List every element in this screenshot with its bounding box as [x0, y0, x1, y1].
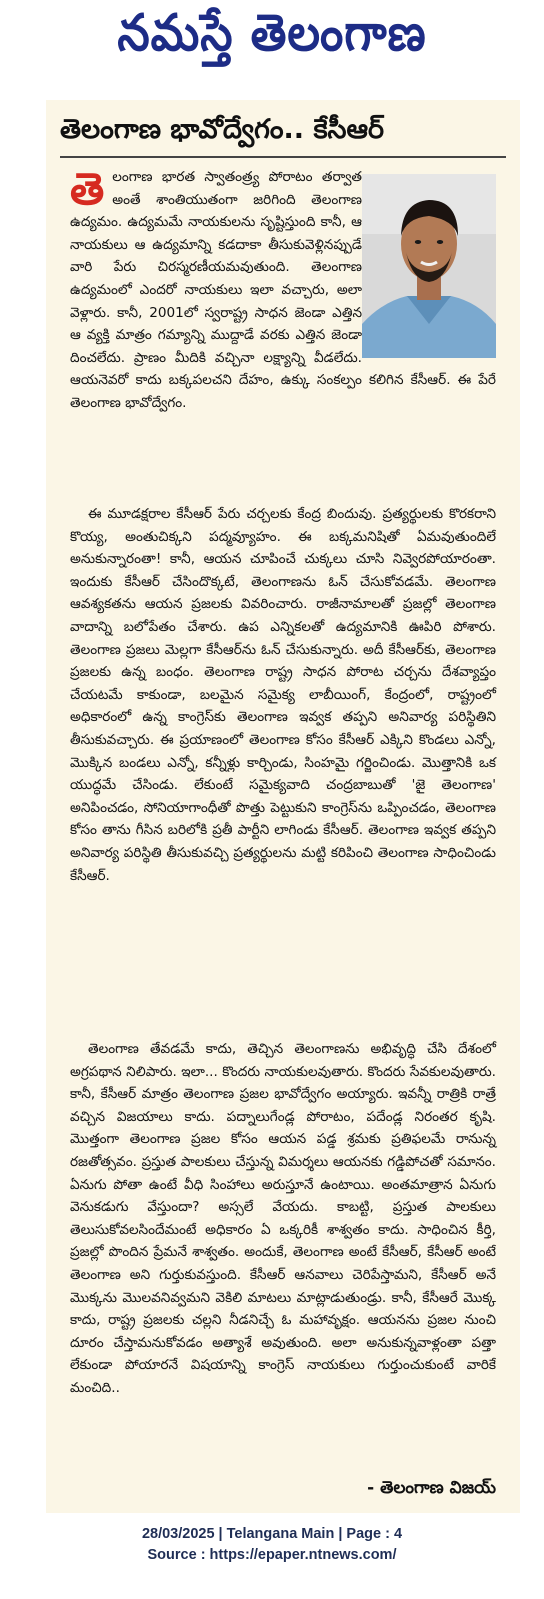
- drop-cap: తె: [70, 164, 105, 215]
- paragraph-2-text: ఈ మూడక్షరాల కేసీఆర్ పేరు చర్చలకు కేంద్ర బిందువు. ప్రత్యర్థులకు కొరకరాని కొయ్య, అంతుచిక్కని పద్మవ్యూహం. ఈ బక్కమనిషితో ఏమవుతుందిలే అనుకున్నారంతా! కానీ, ఆయన చూపించే చుక్కలు చూసి నివ్వెరపోయారంతా. ఇందుకు కేసీఆర్ చేసిందొక్కటే, తెలంగాణను ఓన్ చేసుకోవడమే. తెలంగాణ ఆవశ్యకతను ఆయన ప్రజలకు వివరించారు. రాజీనామాలతో ప్రజల్లో తెలంగాణ వాదాన్ని బలోపేతం చేశారు. ఉప ఎన్నికలతో ఉద్యమానికి ఊపిరి పోశారు. తెలంగాణ ప్రజలు మెల్లగా కేసీఆర్‌ను ఓన్ చేసుకున్నారు. అదీ కేసీఆర్‌కు, తెలంగాణ ప్రజలకు ఉన్న బంధం. తెలంగాణ రాష్ట్ర సాధన పోరాట చర్చను దేశవ్యాప్తం చేయటమే కాకుండా, బలమైన సమైక్య లాబీయింగ్, కేంద్రంలో, రాష్ట్రంలో అధికారంలో ఉన్న కాంగ్రెస్‌కు తెలంగాణ ఇవ్వక తప్పని అనివార్య పరిస్థితిని తీసుకువచ్చారు. ఈ ప్రయాణంలో తెలంగాణ కోసం కేసీఆర్ ఎక్కిని కొండలు ఎన్నో, మొక్కిన బండలు ఎన్నో, కన్నీళ్లు కార్చిండు, సింహమై గర్జించిండు. మొత్తానికి ఒక యుద్ధమే చేసిండు. లేకుంటే సమైక్యవాది చంద్రబాబుతో 'జై తెలంగాణ' అనిపించడం, సోనియాగాంధీతో పొత్తు పెట్టుకుని కాంగ్రెస్‌ను ఒప్పించడం, తెలంగాణ కోసం తాను గీసిన బరిలోకి ప్రతీ పార్టీని లాగిండు కేసీఆర్. తెలంగాణ ఇవ్వక తప్పని అనివార్య పరిస్థితి తీసుకువచ్చి ప్రత్యర్థులను మట్టి కరిపించి తెలంగాణ సాధించిండు కేసీఆర్.: [70, 506, 496, 884]
- paragraph-1-text: లంగాణ భారత స్వాతంత్ర్య పోరాటం తర్వాత అంతే శాంతియుతంగా జరిగింది తెలంగాణ ఉద్యమం. ఉద్యమమే నాయకులను సృష్టిస్తుంది కానీ, ఆ నాయకులు ఆ ఉద్యమాన్ని కడదాకా తీసుకువెళ్లినప్పుడే వారి పేరు చిరస్మరణీయమవుతుంది. తెలంగాణ ఉద్యమంలో ఎందరో నాయకులు ఇలా వచ్చారు, అలా వెళ్లారు. కానీ, 2001లో స్వరాష్ట్ర సాధన జెండా ఎత్తిన ఆ వ్యక్తి మాత్రం గమ్యాన్ని ముద్దాడే వరకు ఎత్తిన జెండా దించలేదు. ప్రాణం మీదికి వచ్చినా లక్ష్యాన్ని వీడలేదు. ఆయనెవరో కాదు బక్కపలచని దేహం, ఉక్కు సంకల్పం కలిగిన కేసీఆర్. ఈ పేరే తెలంగాణ భావోద్వేగం.: [70, 169, 496, 411]
- headline-divider: [60, 156, 506, 158]
- article-clipping: [46, 100, 520, 1513]
- source-link[interactable]: Source : https://epaper.ntnews.com/: [147, 1547, 397, 1563]
- photo-spacer: [362, 166, 496, 366]
- masthead: [0, 0, 544, 78]
- newspaper-logo: నమస్తే తెలంగాణ: [117, 2, 427, 63]
- edition-info: 28/03/2025 | Telangana Main | Page : 4: [141, 1526, 403, 1542]
- author-byline: - తెలంగాణ విజయ్: [367, 1478, 496, 1498]
- article-headline: తెలంగాణ భావోద్వేగం.. కేసీఆర్: [60, 114, 385, 145]
- article-paragraph-2: [70, 503, 496, 887]
- article-paragraph-1: [70, 166, 496, 415]
- page-footer: [0, 1524, 544, 1566]
- article-paragraph-3: [70, 1038, 496, 1400]
- paragraph-3-text: తెలంగాణ తేవడమే కాదు, తెచ్చిన తెలంగాణను అభివృద్ధి చేసి దేశంలో అగ్రపథాన నిలిపారు. ఇలా... కొందరు నాయకులవుతారు. కొందరు సేవకులవుతారు. కానీ, కేసీఆర్ మాత్రం తెలంగాణ ప్రజల భావోద్వేగం అయ్యారు. ఇవన్నీ రాత్రికి రాత్రే వచ్చిన విజయాలు కాదు. పద్నాలుగేండ్ల పోరాటం, పదేండ్ల నిరంతర కృషి. మొత్తంగా తెలంగాణ ప్రజల కోసం ఆయన పడ్డ శ్రమకు ప్రతిఫలమే రానున్న రజతోత్సవం. ప్రస్తుత పాలకులు చేస్తున్న విమర్శలు ఆయనకు గడ్డిపోచతో సమానం. ఏనుగు పోతా ఉంటే వీధి సింహాలు అరుస్తూనే ఉంటాయి. అంతమాత్రాన ఏనుగు వెనుకడుగు వేస్తుందా? అస్సలే వేయదు. కాబట్టి, ప్రస్తుత పాలకులు తెలుసుకోవలసిందేమంటే అధికారం ఏ ఒక్కరికీ శాశ్వతం కాదు. సాధించిన కీర్తి, ప్రజల్లో పొందిన ప్రేమనే శాశ్వతం. అందుకే, తెలంగాణ అంటే కేసీఆర్, కేసీఆర్ అంటే తెలంగాణ అని గుర్తుకువస్తుంది. కేసీఆర్ ఆనవాలు చెరిపేస్తామని, కేసీఆర్ అనే మొక్కను మొలవనివ్వమని వెకిలి మాటలు మాట్లాడుతుండ్రు. కానీ, కేసీఆరే మొక్క కాదు, రాష్ట్ర ప్రజలకు చల్లని నీడనిచ్చే ఓ మహావృక్షం. ఆయనను ప్రజల నుంచి దూరం చేస్తామనుకోవడం అత్యాశే అవుతుంది. అలా అనుకున్నవాళ్లంతా పత్తా లేకుండా పోయారనే విషయాన్ని కాంగ్రెస్ నాయకులు గుర్తుంచుకుంటే వారికే మంచిది..: [70, 1041, 496, 1396]
